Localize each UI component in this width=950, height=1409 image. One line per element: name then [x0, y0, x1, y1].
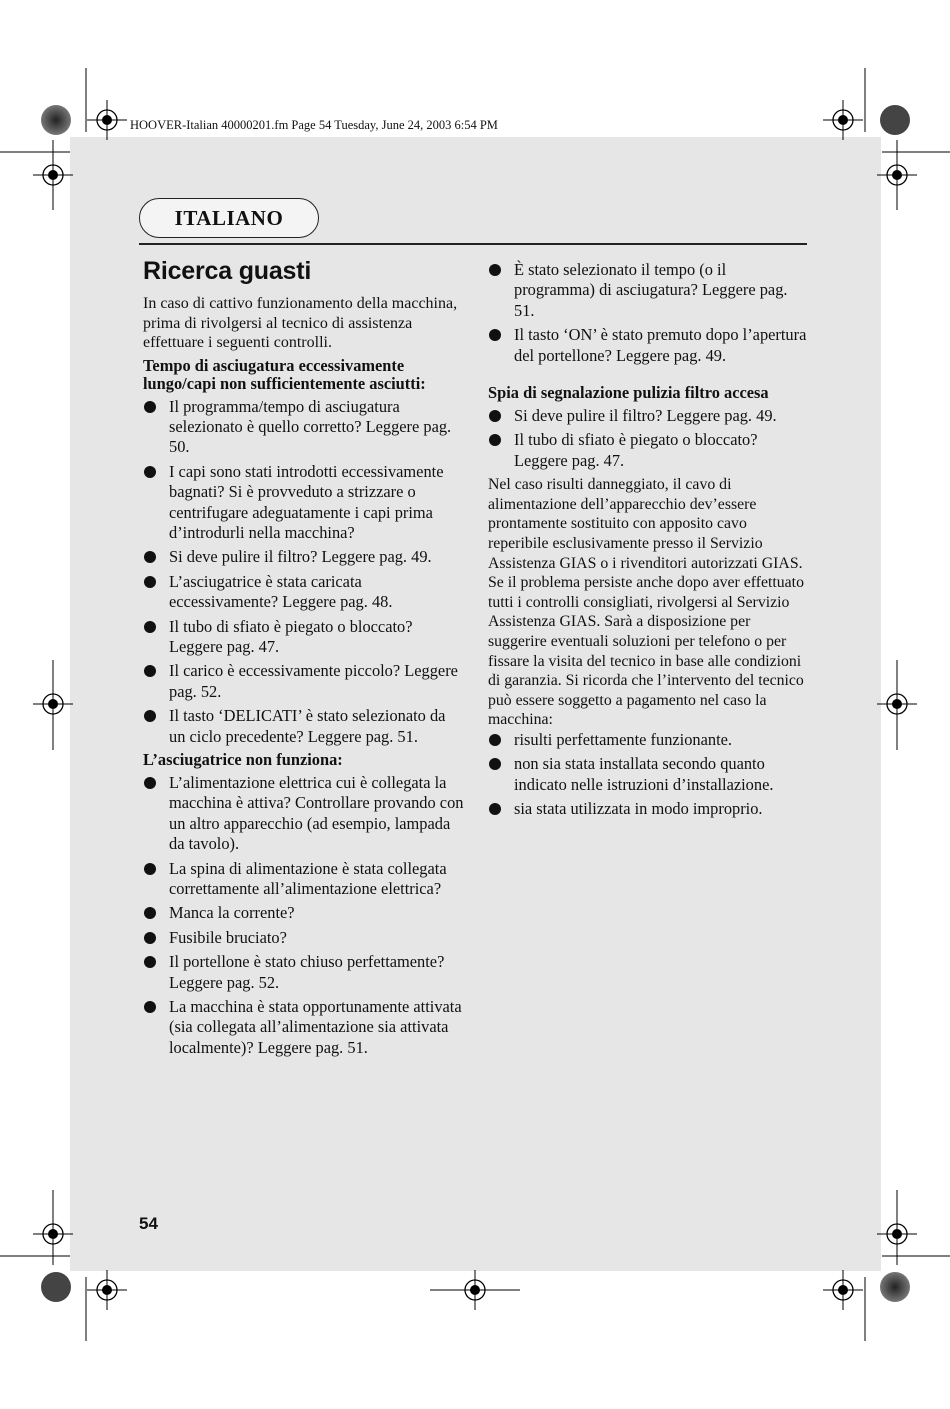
bullet-icon — [144, 863, 156, 875]
page-title: Ricerca guasti — [143, 257, 312, 285]
cable-note: Nel caso risulti danneggiato, il cavo di alimentazione dell’apparecchio dev’essere prontamente sostituito con apposito cavo reperibile esclusivamente presso il Servizio Assistenza GIAS o i rivenditori autorizzati GIAS. — [488, 476, 803, 572]
list-item: Il tasto ‘ON’ è stato premuto dopo l’apertura del portellone? Leggere pag. 49. — [488, 325, 810, 366]
bullet-icon — [144, 576, 156, 588]
bullet-icon — [489, 803, 501, 815]
bullet-icon — [144, 710, 156, 722]
bullet-icon — [489, 434, 501, 446]
list-item: Manca la corrente? — [143, 903, 465, 923]
bullet-icon — [144, 466, 156, 478]
list-item: Il programma/tempo di asciugatura selezionato è quello corretto? Leggere pag. 50. — [143, 397, 465, 458]
drying-time-list — [143, 397, 465, 748]
bullet-icon — [144, 551, 156, 563]
right-column — [488, 260, 810, 824]
bullet-icon — [489, 264, 501, 276]
print-header: HOOVER-Italian 40000201.fm Page 54 Tuesday, June 24, 2003 6:54 PM — [130, 118, 498, 132]
list-item: Si deve pulire il filtro? Leggere pag. 49. — [143, 547, 465, 567]
list-item: È stato selezionato il tempo (o il programma) di asciugatura? Leggere pag. 51. — [488, 260, 810, 321]
language-label: ITALIANO — [139, 198, 319, 238]
bullet-icon — [144, 777, 156, 789]
list-item: Il tubo di sfiato è piegato o bloccato? Leggere pag. 47. — [488, 430, 810, 471]
not-working-list — [143, 773, 465, 1058]
bullet-icon — [144, 665, 156, 677]
list-item: La macchina è stata opportunamente attivata (sia collegata all’alimentazione sia attivata localmente)? Leggere pag. 51. — [143, 997, 465, 1058]
list-item: Si deve pulire il filtro? Leggere pag. 49. — [488, 406, 810, 426]
bullet-icon — [144, 907, 156, 919]
bullet-icon — [489, 410, 501, 422]
list-item: L’alimentazione elettrica cui è collegata la macchina è attiva? Controllare provando con un altro apparecchio (ad esempio, lampada da tavolo). — [143, 773, 465, 855]
header-rule — [139, 243, 807, 245]
list-item: Il tasto ‘DELICATI’ è stato selezionato da un ciclo precedente? Leggere pag. 51. — [143, 706, 465, 747]
continued-list — [488, 260, 810, 366]
list-item: sia stata utilizzata in modo improprio. — [488, 799, 810, 819]
list-item: non sia stata installata secondo quanto indicato nelle istruzioni d’installazione. — [488, 754, 810, 795]
bullet-icon — [144, 621, 156, 633]
list-item: Il portellone è stato chiuso perfettamente? Leggere pag. 52. — [143, 952, 465, 993]
service-note: Se il problema persiste anche dopo aver effettuato tutti i controlli consigliati, rivolgersi al Servizio Assistenza GIAS. Sarà a disposizione per suggerire eventuali soluzioni per telefono o per fissare la visita del tecnico in base alle condizioni di garanzia. Si ricorda che l’intervento del tecnico può essere soggetto a pagamento nel caso la macchina: — [488, 574, 804, 729]
bullet-icon — [489, 329, 501, 341]
bullet-icon — [489, 734, 501, 746]
spacer — [488, 370, 810, 384]
list-item: risulti perfettamente funzionante. — [488, 730, 810, 750]
bullet-icon — [144, 932, 156, 944]
intro-text: In caso di cattivo funzionamento della macchina, prima di rivolgersi al tecnico di assistenza effettuare i seguenti controlli. — [143, 295, 458, 351]
list-item: I capi sono stati introdotti eccessivamente bagnati? Si è provveduto a strizzare o centrifugare adeguatamente i capi prima d’introdurli nella macchina? — [143, 462, 465, 544]
bullet-icon — [144, 401, 156, 413]
list-item: L’asciugatrice è stata caricata eccessivamente? Leggere pag. 48. — [143, 572, 465, 613]
filter-light-list — [488, 406, 810, 471]
list-item: Il tubo di sfiato è piegato o bloccato? Leggere pag. 47. — [143, 617, 465, 658]
section-heading-not-working: L’asciugatrice non funziona: — [143, 750, 343, 769]
list-item: Fusibile bruciato? — [143, 928, 465, 948]
bullet-icon — [144, 956, 156, 968]
list-item: La spina di alimentazione è stata collegata correttamente all’alimentazione elettrica? — [143, 859, 465, 900]
warranty-list — [488, 730, 810, 820]
section-heading-drying-time: Tempo di asciugatura eccessivamente lungo/capi non sufficientemente asciutti: — [143, 355, 426, 393]
section-heading-filter-light: Spia di segnalazione pulizia filtro accesa — [488, 383, 769, 403]
list-item: Il carico è eccessivamente piccolo? Leggere pag. 52. — [143, 661, 465, 702]
bullet-icon — [144, 1001, 156, 1013]
left-column — [143, 256, 465, 1062]
page-number: 54 — [139, 1214, 158, 1233]
bullet-icon — [489, 758, 501, 770]
